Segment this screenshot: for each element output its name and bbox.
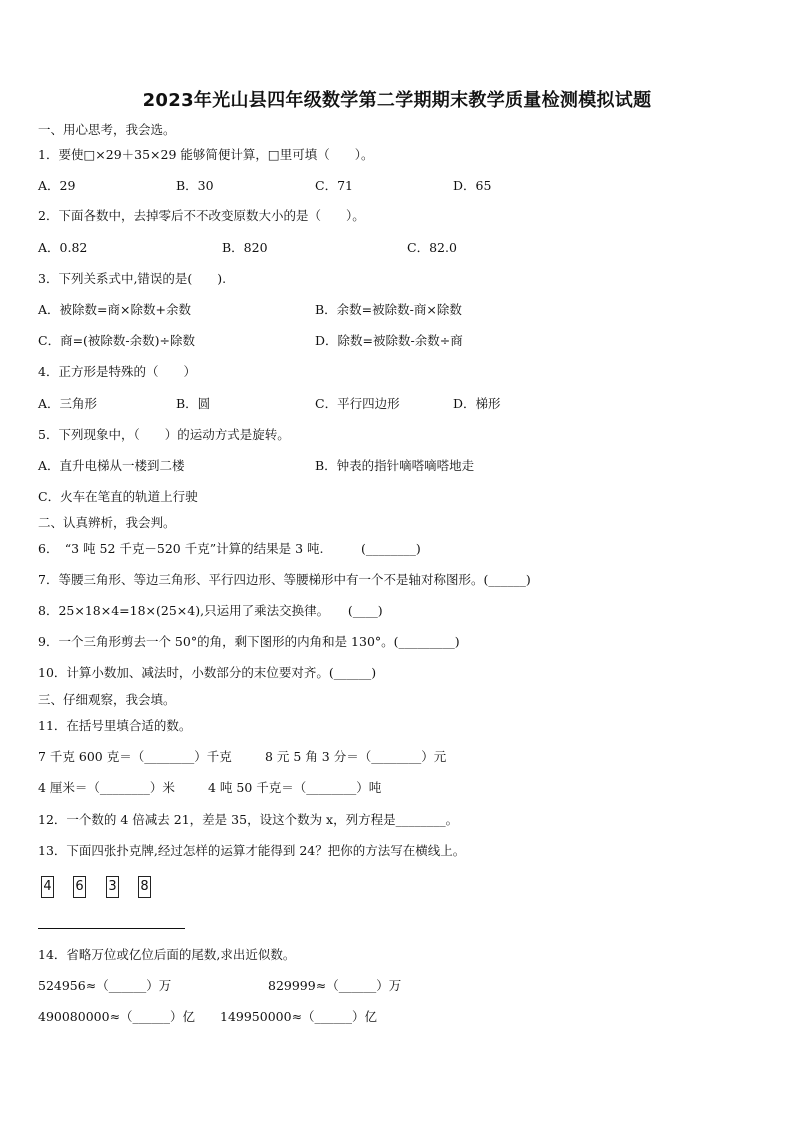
- question-14-blank-4: 149950000≈（______）亿: [220, 1009, 378, 1024]
- question-5-option-c: C．火车在笔直的轨道上行驶: [38, 489, 198, 504]
- question-14-blank-1: 524956≈（______）万: [38, 978, 172, 993]
- question-14-blank-3: 490080000≈（______）亿: [38, 1009, 196, 1024]
- question-1-option-c: C．71: [315, 178, 353, 193]
- question-11-stem: 11．在括号里填合适的数。: [38, 718, 192, 733]
- question-2-option-b: B．820: [222, 240, 268, 255]
- question-4-option-d: D．梯形: [453, 396, 501, 411]
- question-4-option-a: A．三角形: [38, 396, 98, 411]
- poker-card-1: 4: [41, 876, 54, 898]
- question-8: 8．25×18×4=18×(25×4),只运用了乘法交换律。 (____): [38, 603, 383, 618]
- question-3-option-b: B．余数=被除数-商×除数: [315, 302, 462, 317]
- question-13-answer-line: [38, 928, 185, 929]
- section-heading-1: 一、用心思考，我会选。: [38, 122, 176, 137]
- question-2-stem: 2．下面各数中，去掉零后不不改变原数大小的是（ ）。: [38, 208, 365, 223]
- question-5-stem: 5．下列现象中，（ ）的运动方式是旋转。: [38, 427, 290, 442]
- question-1-stem: 1．要使□×29＋35×29 能够简便计算，□里可填（ ）。: [38, 147, 374, 162]
- question-10: 10．计算小数加、减法时，小数部分的末位要对齐。(______): [38, 665, 377, 680]
- question-3-stem: 3．下列关系式中,错误的是( ).: [38, 271, 227, 286]
- question-4-option-c: C．平行四边形: [315, 396, 400, 411]
- question-4-stem: 4．正方形是特殊的（ ）: [38, 364, 196, 379]
- question-3-option-c: C．商=(被除数-余数)÷除数: [38, 333, 195, 348]
- section-heading-2: 二、认真辨析，我会判。: [38, 515, 176, 530]
- question-11-blank-1: 7 千克 600 克＝（________）千克: [38, 749, 232, 764]
- question-11-blank-2: 8 元 5 角 3 分＝（________）元: [265, 749, 447, 764]
- question-1-option-d: D．65: [453, 178, 492, 193]
- question-14-stem: 14．省略万位或亿位后面的尾数,求出近似数。: [38, 947, 296, 962]
- question-3-option-d: D．除数=被除数-余数÷商: [315, 333, 463, 348]
- question-11-blank-4: 4 吨 50 千克＝（________）吨: [208, 780, 382, 795]
- question-13-stem: 13．下面四张扑克牌,经过怎样的运算才能得到 24？把你的方法写在横线上。: [38, 843, 466, 858]
- question-5-option-b: B．钟表的指针嘀嗒嘀嗒地走: [315, 458, 475, 473]
- question-6: 6． “3 吨 52 千克－520 千克”计算的结果是 3 吨. (________): [38, 541, 421, 556]
- question-2-option-a: A．0.82: [38, 240, 88, 255]
- question-1-option-a: A．29: [38, 178, 76, 193]
- question-11-blank-3: 4 厘米＝（________）米: [38, 780, 175, 795]
- page-title: 2023年光山县四年级数学第二学期期末教学质量检测模拟试题: [142, 90, 652, 111]
- question-12: 12．一个数的 4 倍减去 21，差是 35，设这个数为 x，列方程是________。: [38, 812, 459, 827]
- question-5-option-a: A．直升电梯从一楼到二楼: [38, 458, 185, 473]
- poker-card-4: 8: [138, 876, 151, 898]
- question-3-option-a: A．被除数=商×除数+余数: [38, 302, 191, 317]
- question-2-option-c: C．82.0: [407, 240, 457, 255]
- question-7: 7．等腰三角形、等边三角形、平行四边形、等腰梯形中有一个不是轴对称图形。(______): [38, 572, 531, 587]
- poker-card-3: 3: [106, 876, 119, 898]
- question-9: 9．一个三角形剪去一个 50°的角，剩下图形的内角和是 130°。(_________): [38, 634, 460, 649]
- question-1-option-b: B．30: [176, 178, 214, 193]
- question-14-blank-2: 829999≈（______）万: [268, 978, 402, 993]
- question-4-option-b: B．圆: [176, 396, 211, 411]
- section-heading-3: 三、仔细观察，我会填。: [38, 692, 176, 707]
- poker-card-2: 6: [73, 876, 86, 898]
